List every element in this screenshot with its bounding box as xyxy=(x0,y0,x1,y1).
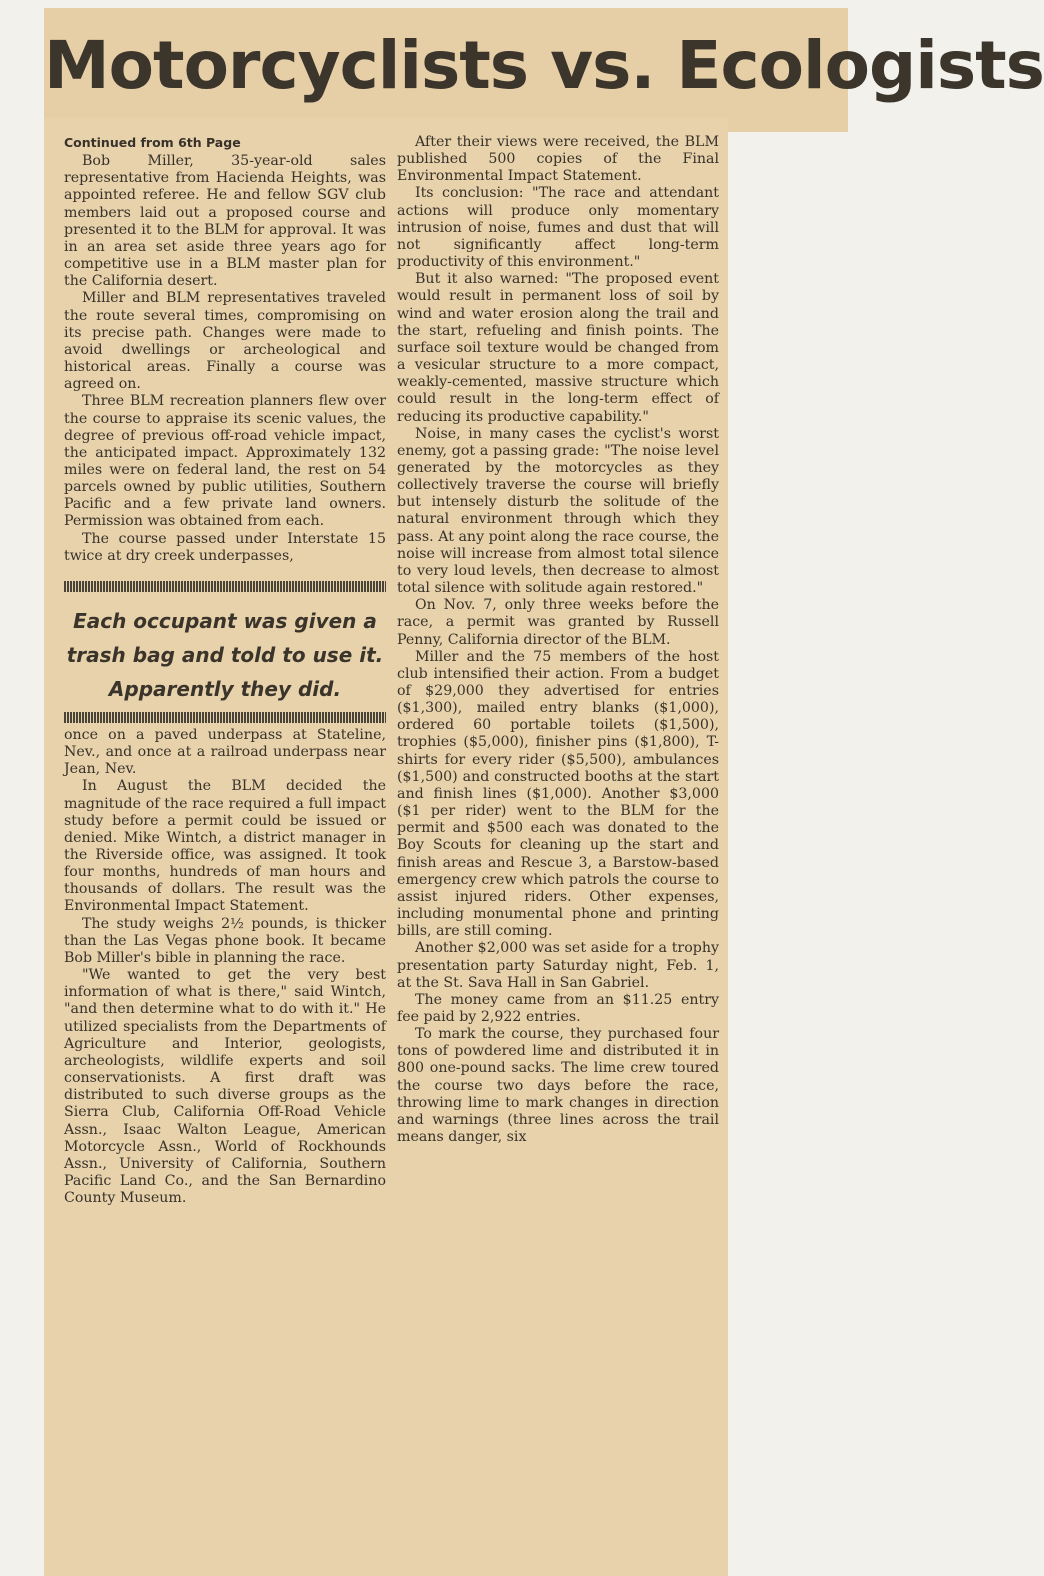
paragraph: Noise, in many cases the cyclist's worst enemy, got a passing grade: "The noise level generated by the motorcycles as they collectively traverse the course will briefly but intensely disturb the solitude of the natural environment through which they pass. At any point along the race course, the noise will increase from almost total silence to very loud levels, then decrease to almost total silence with solitude again restored." xyxy=(397,425,719,597)
paragraph: To mark the course, they purchased four tons of powdered lime and distributed it in 800 one-pound sacks. The lime crew toured the course two days before the race, throwing lime to mark changes in direction and warnings (three lines across the trail means danger, six xyxy=(397,1026,719,1146)
continued-note: Continued from 6th Page xyxy=(64,135,241,150)
paragraph: The course passed under Interstate 15 twice at dry creek underpasses, xyxy=(64,530,386,564)
paragraph: Miller and the 75 members of the host club intensified their action. From a budget of $29,000 they advertised for entries ($1,300), mailed entry blanks ($1,000), ordered 60 portable toilets ($1,500), trophies ($5,000), finisher pins ($1,800), T-shirts for every rider ($5,500), ambulances ($1,500) and constructed booths at the start and finish lines ($1,000). Another $3,000 ($1 per rider) went to the BLM for the permit and $500 each was donated to the Boy Scouts for cleaning up the start and finish areas and Rescue 3, a Barstow-based emergency crew which patrols the course to assist injured riders. Other expenses, including monumental phone and printing bills, are still coming. xyxy=(397,648,719,940)
paragraph: Miller and BLM representatives traveled the route several times, compromising on its precise path. Changes were made to avoid dwellings or archeological and historical areas. Finally a course was agreed on. xyxy=(64,290,386,393)
article-column-1 xyxy=(64,134,386,1576)
paragraph: Bob Miller, 35-year-old sales representative from Hacienda Heights, was appointed referee. He and fellow SGV club members laid out a proposed course and presented it to the BLM for approval. It was in an area set aside three years ago for competitive use in a BLM master plan for the California desert. xyxy=(64,153,386,290)
headline: Motorcyclists vs. Ecologists xyxy=(44,27,1044,104)
paragraph: In August the BLM decided the magnitude of the race required a full impact study before a permit could be issued or denied. Mike Wintch, a district manager in the Riverside office, was assigned. It took four months, hundreds of man hours and thousands of dollars. The result was the Environmental Impact Statement. xyxy=(64,778,386,915)
paragraph: Its conclusion: "The race and attendant actions will produce only momentary intrusion of noise, fumes and dust that will not significantly affect long-term productivity of this environment." xyxy=(397,185,719,271)
paragraph: The study weighs 2½ pounds, is thicker than the Las Vegas phone book. It became Bob Miller's bible in planning the race. xyxy=(64,915,386,966)
paragraph: On Nov. 7, only three weeks before the race, a permit was granted by Russell Penny, California director of the BLM. xyxy=(397,597,719,648)
paragraph: once on a paved underpass at Stateline, Nev., and once at a railroad underpass near Jean, Nev. xyxy=(64,726,386,778)
pullquote-rule-bottom xyxy=(64,712,386,723)
pull-quote: Each occupant was given a trash bag and told to use it. Apparently they did. xyxy=(66,608,384,701)
paragraph: The money came from an $11.25 entry fee paid by 2,922 entries. xyxy=(397,991,719,1025)
paragraph: After their views were received, the BLM published 500 copies of the Final Environmental Impact Statement. xyxy=(397,134,719,185)
paragraph: Another $2,000 was set aside for a trophy presentation party Saturday night, Feb. 1, at the St. Sava Hall in San Gabriel. xyxy=(397,940,719,991)
paragraph: Three BLM recreation planners flew over the course to appraise its scenic values, the degree of previous off-road vehicle impact, the anticipated impact. Approximately 132 miles were on federal land, the rest on 54 parcels owned by public utilities, Southern Pacific and a few private land owners. Permission was obtained from each. xyxy=(64,393,386,530)
paragraph: "We wanted to get the very best information of what is there," said Wintch, "and then determine what to do with it." He utilized specialists from the Departments of Agriculture and Interior, geologists, archeologists, wildlife experts and soil conservationists. A first draft was distributed to such diverse groups as the Sierra Club, California Off-Road Vehicle Assn., Isaac Walton League, American Motorcycle Assn., World of Rockhounds Assn., University of California, Southern Pacific Land Co., and the San Bernardino County Museum. xyxy=(64,967,386,1207)
pullquote-rule-top xyxy=(64,581,386,592)
paragraph: But it also warned: "The proposed event would result in permanent loss of soil by wind and water erosion along the trail and the start, refueling and finish points. The surface soil texture would be changed from a vesicular structure to a more compact, weakly-cemented, massive structure which could result in the long-term effect of reducing its productive capability." xyxy=(397,271,719,425)
article-column-2 xyxy=(397,134,719,1576)
